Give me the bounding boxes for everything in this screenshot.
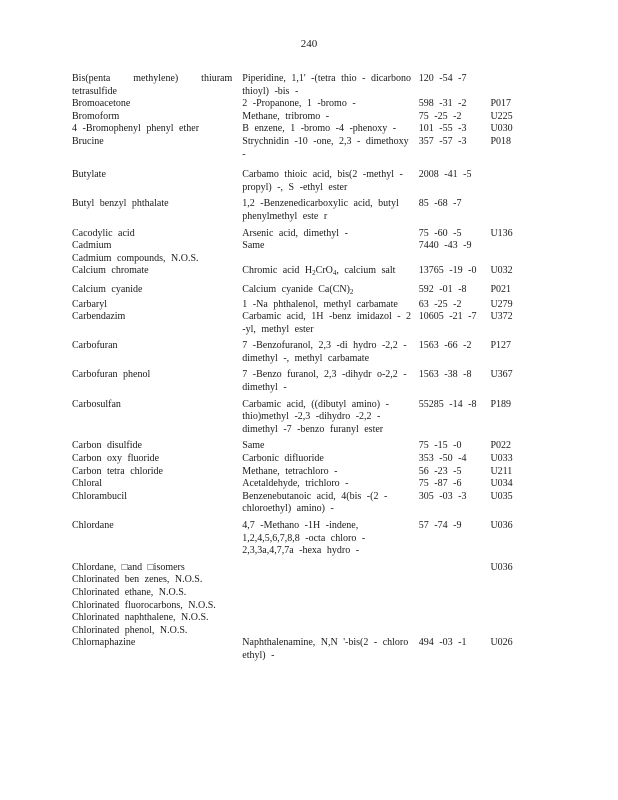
chemical-name: Brucine [72, 135, 104, 147]
chemical-synonym: B enzene, 1 -bromo -4 -phenoxy - [242, 123, 397, 135]
table-row [72, 299, 532, 312]
hazardous-waste-code: U036 [490, 561, 513, 573]
subscript: 4 [332, 269, 337, 278]
table-row [72, 98, 532, 111]
cas-number [419, 558, 491, 575]
cas-number [419, 625, 491, 638]
cas-number [419, 587, 491, 600]
chemical-name: Chlorinated phenol, N.O.S. [72, 624, 188, 636]
chemical-name: Carbon tetra chloride [72, 465, 163, 477]
hazardous-waste-code: U032 [490, 265, 513, 277]
chemical-name: Carbaryl [72, 298, 107, 310]
chemical-name: Butyl benzyl phthalate [72, 198, 169, 210]
hazardous-waste-code: P189 [490, 398, 511, 410]
table-row [72, 280, 532, 299]
chemical-synonym: Same [242, 240, 265, 252]
chemical-name: Chlorinated ben zenes, N.O.S. [72, 574, 203, 586]
chemical-synonym: 1,2 -Benzenedicarboxylic acid, butyl phenylmethyl este r [242, 198, 399, 222]
chemical-name: Cacodylic acid [72, 227, 135, 239]
chemical-name: 4 -Bromophenyl phenyl ether [72, 123, 200, 135]
synonym-part: Chromic acid H [242, 265, 313, 277]
hazardous-waste-code: U035 [490, 490, 513, 502]
chemical-name: Chloral [72, 478, 102, 490]
cas-number: 1563 -38 -8 [418, 369, 472, 381]
table-row [72, 194, 532, 223]
chemical-synonym: Carbamic acid, 1H -benz imidazol - 2 -yl, methyl ester [242, 311, 412, 335]
table-row [72, 491, 532, 516]
cas-number: 75 -15 -0 [418, 440, 462, 452]
chemical-name: Chlordane, □and □isomers [72, 561, 185, 573]
hazardous-waste-code: U211 [490, 465, 513, 477]
chemical-synonym: Benzenebutanoic acid, 4(bis -(2 - chloroethyl) amino) - [242, 490, 388, 515]
hazardous-waste-code [490, 161, 532, 194]
table-row [72, 625, 532, 638]
cas-number: 357 -57 -3 [418, 135, 467, 147]
chemical-name: Carbon oxy fluoride [72, 453, 160, 465]
chemical-name: Bromoacetone [72, 98, 131, 110]
chemical-synonym [242, 587, 419, 600]
chemical-name: Carbendazim [72, 311, 126, 323]
chemical-name: Chlorinated naphthalene, N.O.S. [72, 612, 209, 624]
table-row [72, 73, 532, 98]
cas-number: 7440 -43 -9 [418, 240, 472, 252]
hazardous-waste-code: U030 [490, 123, 513, 135]
cas-number: 10605 -21 -7 [418, 311, 477, 323]
chemical-name: Bromoform [72, 110, 120, 122]
cas-number: 2008 -41 -5 [418, 169, 472, 181]
hazardous-waste-code: U136 [490, 227, 513, 239]
chemical-synonym: 7 -Benzo furanol, 2,3 -dihydr o-2,2 - dimethyl - [242, 369, 407, 394]
table-row [72, 123, 532, 136]
chemical-synonym [242, 612, 419, 625]
cas-number: 592 -01 -8 [418, 283, 467, 295]
hazardous-waste-code: U372 [490, 311, 513, 323]
chemical-synonym: Strychnidin -10 -one, 2,3 - dimethoxy - [242, 135, 409, 160]
cas-number [419, 574, 491, 587]
synonym-part: Calcium cyanide Ca(CN) [242, 283, 350, 295]
chemical-synonym: Methane, tribromo - [242, 110, 330, 122]
cas-number: 353 -50 -4 [418, 453, 467, 465]
cas-number: 101 -55 -3 [418, 123, 467, 135]
table-row [72, 612, 532, 625]
hazardous-waste-code [490, 73, 532, 98]
cas-number [419, 612, 491, 625]
chemical-name: Carbosulfan [72, 398, 121, 410]
chemical-name: Calcium chromate [72, 265, 149, 277]
cas-number: 1563 -66 -2 [418, 340, 472, 352]
chemical-synonym [242, 265, 419, 280]
chemical-synonym: Carbamo thioic acid, bis(2 -methyl - propyl) -, S -ethyl ester [242, 169, 403, 193]
chemical-synonym: 7 -Benzofuranol, 2,3 -di hydro -2,2 - dimethyl -, methyl carbamate [242, 340, 407, 364]
table-row [72, 136, 532, 161]
cas-number [419, 600, 491, 613]
hazardous-waste-code [490, 600, 532, 613]
cas-number: 598 -31 -2 [418, 98, 467, 110]
table-row [72, 574, 532, 587]
cas-number: 57 -74 -9 [418, 520, 462, 531]
table-row [72, 436, 532, 453]
chemical-synonym: Arsenic acid, dimethyl - [242, 227, 348, 239]
hazardous-waste-code: P018 [490, 135, 511, 147]
cas-number: 56 -23 -5 [418, 465, 462, 477]
table-row [72, 111, 532, 124]
table-row [72, 600, 532, 613]
cas-number: 85 -68 -7 [418, 198, 462, 210]
hazardous-waste-code [490, 574, 532, 587]
chemical-name: Carbofuran phenol [72, 369, 151, 381]
subscript: 2 [349, 287, 354, 296]
chemical-synonym [242, 574, 419, 587]
table-row [72, 587, 532, 600]
hazardous-waste-code: U026 [490, 637, 513, 649]
chemical-name: Chlorambucil [72, 490, 127, 502]
table-row [72, 466, 532, 479]
hazardous-waste-code: U279 [490, 298, 513, 310]
chemical-name: Carbon disulfide [72, 440, 142, 452]
hazardous-waste-code: P017 [490, 98, 511, 110]
chemical-name: Calcium cyanide [72, 283, 143, 295]
subscript: 2 [312, 269, 316, 278]
synonym-part: CrO [315, 265, 333, 277]
hazardous-waste-code [490, 625, 532, 638]
chemical-synonym: Naphthalenamine, N,N '-bis(2 - chloro ethyl) - [242, 637, 409, 661]
table-row [72, 311, 532, 336]
chemical-name: Butylate [72, 169, 106, 181]
cas-number: 63 -25 -2 [418, 298, 462, 310]
chemical-synonym: Same [242, 440, 265, 452]
chemical-name: Bis(penta methylene) thiuram tetrasulfide [72, 73, 233, 97]
table-row [72, 240, 532, 253]
table-row [72, 558, 532, 575]
hazardous-waste-code: U225 [490, 110, 513, 122]
hazardous-waste-code [490, 587, 532, 600]
hazardous-waste-code [490, 240, 532, 253]
cas-number: 55285 -14 -8 [418, 398, 477, 410]
hazardous-waste-code: U034 [490, 478, 513, 490]
chemical-synonym: 1 -Na phthalenol, methyl carbamate [242, 298, 398, 310]
cas-number: 75 -87 -6 [418, 478, 462, 490]
hazardous-waste-code [490, 194, 532, 223]
chemical-name: Chlorinated ethane, N.O.S. [72, 586, 187, 598]
hazardous-waste-code: U033 [490, 453, 513, 465]
chemical-synonym: Methane, tetrachloro - [242, 465, 338, 477]
hazardous-waste-code: P022 [490, 440, 511, 452]
chemical-name: Cadmium compounds, N.O.S. [72, 252, 199, 264]
table-row [72, 265, 532, 280]
table-row [72, 516, 532, 558]
chemical-name: Chlorinated fluorocarbons, N.O.S. [72, 599, 216, 611]
cas-number: 120 -54 -7 [418, 73, 467, 84]
chemical-synonym [242, 625, 419, 638]
chemical-synonym: 4,7 -Methano -1H -indene, 1,2,4,5,6,7,8,8 -octa chloro - 2,3,3a,4,7,7a -hexa hydro - [242, 520, 366, 557]
table-row [72, 253, 532, 266]
hazardous-waste-code: U036 [490, 520, 513, 531]
chemical-synonym [242, 280, 419, 299]
table-row [72, 365, 532, 394]
chemical-synonym: Carbonic difluoride [242, 453, 324, 465]
chemical-synonym: Acetaldehyde, trichloro - [242, 478, 349, 490]
cas-number: 75 -25 -2 [418, 110, 462, 122]
chemical-synonym: Carbamic acid, ((dibutyl amino) - thio)methyl -2,3 -dihydro -2,2 - dimethyl -7 -benzo furanyl ester [242, 398, 389, 435]
hazardous-waste-code: P021 [490, 283, 511, 295]
chemical-name: Chlornaphazine [72, 637, 136, 649]
cas-number: 494 -03 -1 [418, 637, 467, 649]
chemical-name: Cadmium [72, 240, 112, 252]
hazardous-waste-code [490, 612, 532, 625]
table-row [72, 395, 532, 437]
chemical-synonym: Piperidine, 1,1' -(tetra thio - dicarbono thioyl) -bis - [242, 73, 411, 97]
table-row [72, 336, 532, 365]
page-number: 240 [300, 38, 318, 50]
cas-number [419, 253, 491, 266]
chemical-synonym [242, 558, 419, 575]
cas-number: 75 -60 -5 [418, 227, 462, 239]
table-row [72, 224, 532, 241]
cas-number: 305 -03 -3 [418, 490, 467, 502]
chemical-name: Carbofuran [72, 340, 118, 352]
hazardous-waste-code: P127 [490, 340, 511, 352]
chemical-synonym: 2 -Propanone, 1 -bromo - [242, 98, 356, 110]
table-row [72, 478, 532, 491]
cas-number: 13765 -19 -0 [418, 265, 477, 277]
table-row [72, 637, 532, 662]
chemical-listing-table [72, 73, 532, 663]
chemical-name: Chlordane [72, 520, 114, 531]
chemical-synonym [242, 253, 419, 266]
table-row [72, 161, 532, 194]
hazardous-waste-code [490, 253, 532, 266]
hazardous-waste-code: U367 [490, 369, 513, 381]
synonym-part: , calcium salt [336, 265, 396, 277]
chemical-synonym [242, 600, 419, 613]
table-row [72, 453, 532, 466]
